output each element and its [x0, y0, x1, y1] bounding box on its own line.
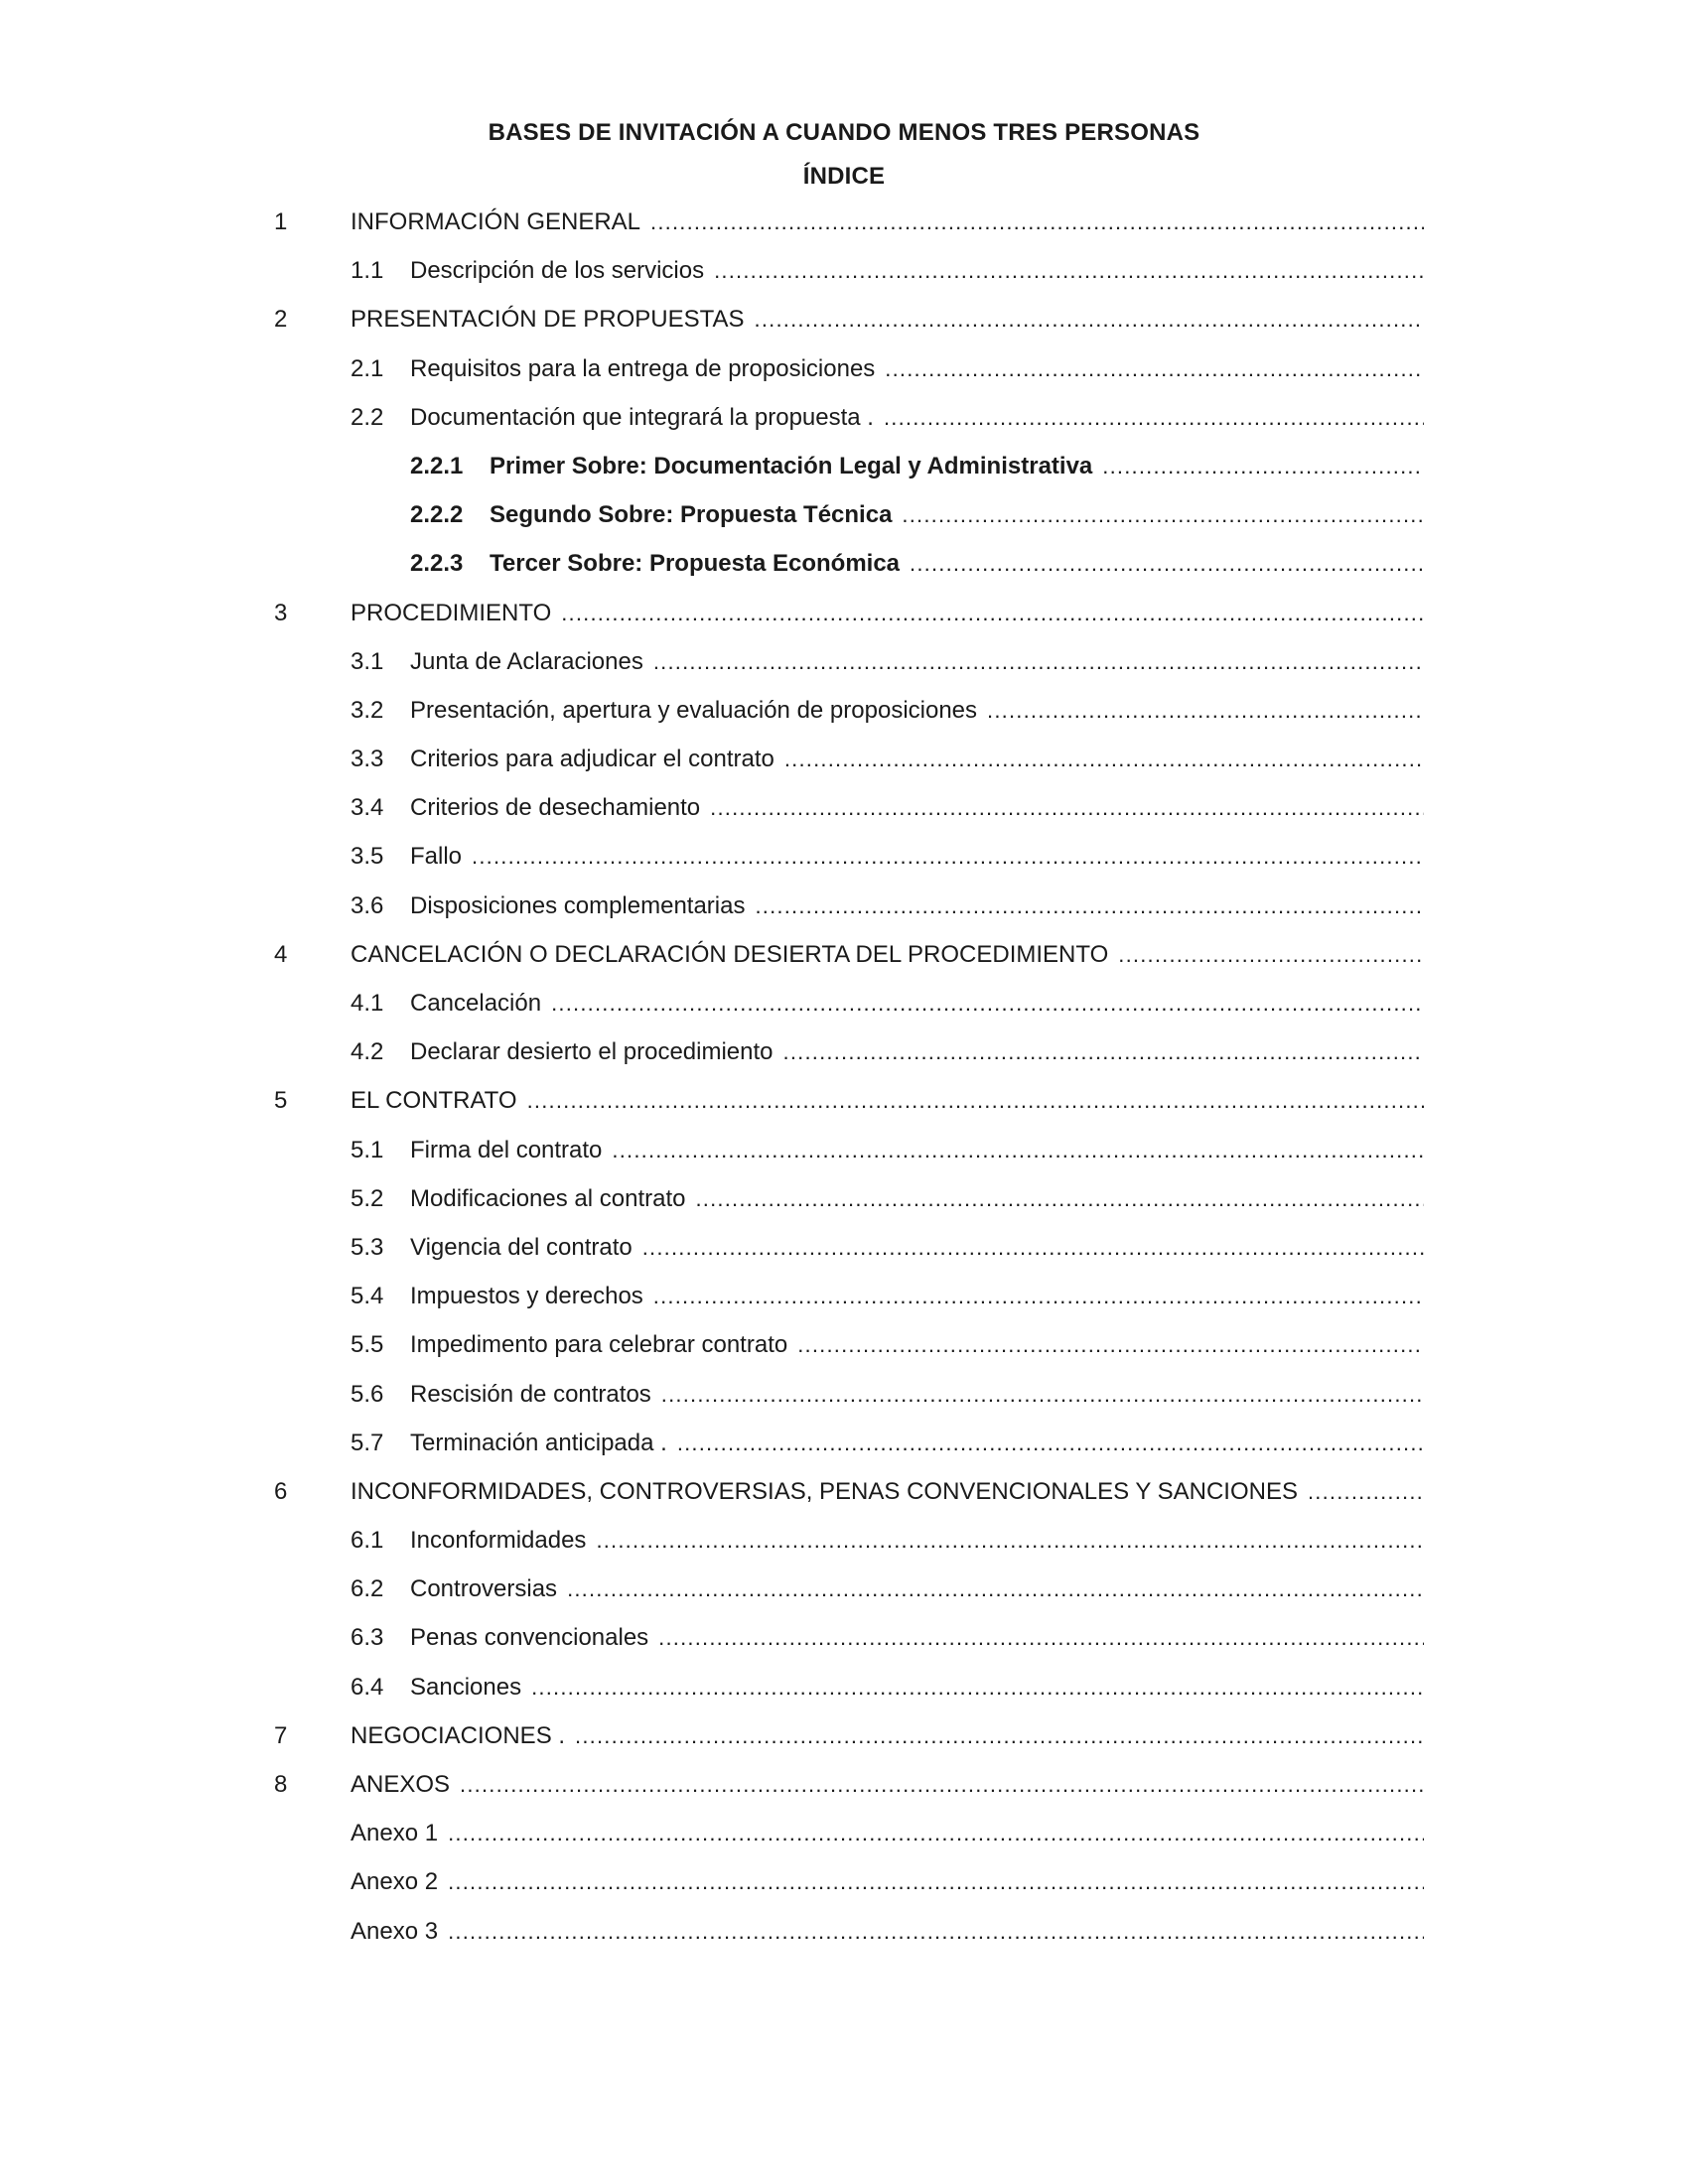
toc-entry[interactable]	[0, 1525, 1688, 1573]
toc-entry[interactable]	[0, 206, 1688, 255]
toc-entry-line	[410, 744, 1424, 775]
toc-entry-label: Anexo 1	[351, 1820, 439, 1847]
toc-dot-leader	[1308, 1476, 1424, 1508]
toc-entry-number: 2.2.2	[410, 501, 464, 529]
toc-dot-leader	[575, 1720, 1424, 1752]
toc-entry[interactable]	[0, 1622, 1688, 1671]
toc-entry-line	[410, 1135, 1424, 1166]
toc-entry[interactable]	[0, 792, 1688, 841]
toc-entry-line	[351, 1720, 1424, 1752]
toc-entry-number: 6	[274, 1477, 288, 1505]
toc-entry[interactable]	[0, 890, 1688, 939]
toc-entry[interactable]	[0, 1476, 1688, 1525]
toc-entry-number: 2.2.1	[410, 452, 464, 479]
toc-dot-leader	[695, 1183, 1424, 1215]
toc-entry-line	[410, 1672, 1424, 1704]
toc-entry[interactable]	[0, 1573, 1688, 1622]
toc-entry-label: Impuestos y derechos	[410, 1283, 643, 1310]
toc-entry-line	[351, 1476, 1424, 1508]
toc-entry[interactable]	[0, 695, 1688, 744]
toc-entry-line	[351, 939, 1424, 971]
toc-entry-line	[410, 841, 1424, 873]
toc-entry-number: 3.6	[351, 891, 384, 919]
toc-entry-line	[410, 402, 1424, 434]
toc-entry-label: Cancelación	[410, 990, 542, 1017]
toc-entry-line	[410, 1281, 1424, 1312]
toc-entry-line	[410, 1379, 1424, 1411]
toc-entry-number: 5.6	[351, 1380, 384, 1408]
toc-dot-leader	[448, 1916, 1424, 1948]
toc-entry-number: 3.3	[351, 746, 384, 773]
toc-entry-line	[410, 1183, 1424, 1215]
toc-entry-label: Disposiciones complementarias	[410, 891, 746, 919]
toc-entry[interactable]	[0, 841, 1688, 889]
toc-entry-label: CANCELACIÓN O DECLARACIÓN DESIERTA DEL PROCEDIMIENTO	[351, 940, 1109, 968]
toc-entry-line	[410, 792, 1424, 824]
toc-entry-line	[490, 499, 1424, 531]
toc-dot-leader	[612, 1135, 1424, 1166]
toc-entry-number: 2.2.3	[410, 550, 464, 578]
toc-entry-label: Criterios de desechamiento	[410, 794, 701, 822]
toc-entry-line	[410, 1428, 1424, 1459]
toc-entry[interactable]	[0, 1916, 1688, 1965]
toc-dot-leader	[551, 988, 1424, 1020]
toc-entry-number: 3.1	[351, 647, 384, 675]
toc-entry-number: 5.7	[351, 1429, 384, 1456]
toc-entry[interactable]	[0, 548, 1688, 597]
toc-entry-label: Presentación, apertura y evaluación de proposiciones	[410, 696, 978, 724]
toc-entry-label: EL CONTRATO	[351, 1087, 517, 1115]
toc-entry-label: PRESENTACIÓN DE PROPUESTAS	[351, 306, 745, 334]
toc-dot-leader	[567, 1573, 1424, 1605]
toc-dot-leader	[714, 255, 1424, 287]
toc-entry-line	[410, 695, 1424, 727]
toc-entry-line	[410, 1329, 1424, 1361]
toc-entry-number: 1	[274, 208, 288, 235]
toc-dot-leader	[460, 1769, 1424, 1801]
toc-entry-number: 5.2	[351, 1184, 384, 1212]
toc-entry[interactable]	[0, 353, 1688, 402]
table-of-contents	[0, 206, 1688, 1965]
toc-entry-label: Criterios para adjudicar el contrato	[410, 746, 774, 773]
toc-entry-line	[410, 890, 1424, 922]
toc-entry[interactable]	[0, 1329, 1688, 1378]
toc-entry[interactable]	[0, 988, 1688, 1036]
toc-entry-label: Rescisión de contratos	[410, 1380, 651, 1408]
toc-entry-label: Firma del contrato	[410, 1136, 603, 1163]
toc-entry-number: 5.1	[351, 1136, 384, 1163]
toc-entry-line	[351, 1818, 1424, 1849]
toc-dot-leader	[661, 1379, 1424, 1411]
toc-dot-leader	[1118, 939, 1424, 971]
toc-entry-number: 5.5	[351, 1331, 384, 1359]
toc-entry[interactable]	[0, 1866, 1688, 1915]
toc-entry[interactable]	[0, 1036, 1688, 1085]
toc-entry-label: Penas convencionales	[410, 1624, 649, 1652]
toc-entry-label: Sanciones	[410, 1673, 522, 1701]
toc-entry-number: 4	[274, 940, 288, 968]
toc-entry-label: PROCEDIMIENTO	[351, 599, 552, 626]
toc-entry-label: INCONFORMIDADES, CONTROVERSIAS, PENAS CONVENCIONALES Y SANCIONES	[351, 1477, 1298, 1505]
toc-dot-leader	[677, 1428, 1424, 1459]
toc-dot-leader	[561, 598, 1424, 629]
toc-dot-leader	[642, 1232, 1424, 1264]
toc-entry-label: Anexo 2	[351, 1868, 439, 1896]
toc-entry-number: 8	[274, 1771, 288, 1798]
toc-entry-label: Modificaciones al contrato	[410, 1184, 686, 1212]
toc-entry[interactable]	[0, 1818, 1688, 1866]
toc-entry[interactable]	[0, 646, 1688, 695]
toc-entry-label: Requisitos para la entrega de proposiciones	[410, 354, 876, 382]
toc-dot-leader	[448, 1866, 1424, 1898]
toc-dot-leader	[653, 646, 1424, 678]
toc-entry[interactable]	[0, 1428, 1688, 1476]
toc-entry-line	[351, 1916, 1424, 1948]
toc-entry-label: Tercer Sobre: Propuesta Económica	[490, 550, 901, 578]
toc-dot-leader	[884, 402, 1424, 434]
toc-entry-label: Anexo 3	[351, 1917, 439, 1945]
toc-entry-line	[410, 353, 1424, 385]
toc-entry-line	[351, 1769, 1424, 1801]
toc-entry-number: 3.4	[351, 794, 384, 822]
toc-entry-label: Terminación anticipada .	[410, 1429, 667, 1456]
toc-entry-line	[490, 451, 1424, 482]
toc-entry[interactable]	[0, 402, 1688, 451]
toc-entry-number: 5.3	[351, 1233, 384, 1261]
toc-entry-line	[351, 304, 1424, 336]
toc-entry-label: Declarar desierto el procedimiento	[410, 1038, 774, 1066]
toc-entry[interactable]	[0, 499, 1688, 548]
toc-entry-label: Documentación que integrará la propuesta .	[410, 403, 874, 431]
toc-entry-number: 4.2	[351, 1038, 384, 1066]
toc-dot-leader	[797, 1329, 1424, 1361]
toc-entry-number: 3	[274, 599, 288, 626]
toc-dot-leader	[885, 353, 1424, 385]
toc-dot-leader	[910, 548, 1424, 580]
toc-entry-line	[351, 206, 1424, 238]
toc-dot-leader	[658, 1622, 1424, 1654]
toc-entry-line	[410, 988, 1424, 1020]
toc-entry-label: Segundo Sobre: Propuesta Técnica	[490, 501, 893, 529]
toc-entry-number: 5	[274, 1087, 288, 1115]
toc-entry-number: 5.4	[351, 1283, 384, 1310]
toc-entry-number: 6.4	[351, 1673, 384, 1701]
toc-dot-leader	[1102, 451, 1424, 482]
toc-dot-leader	[448, 1818, 1424, 1849]
toc-entry-number: 6.1	[351, 1527, 384, 1555]
toc-entry-line	[351, 598, 1424, 629]
toc-entry-line	[410, 255, 1424, 287]
toc-entry-line	[410, 1232, 1424, 1264]
toc-entry-line	[351, 1085, 1424, 1117]
toc-entry-label: INFORMACIÓN GENERAL	[351, 208, 641, 235]
toc-entry[interactable]	[0, 1135, 1688, 1183]
toc-entry-line	[410, 1036, 1424, 1068]
toc-entry-number: 6.2	[351, 1575, 384, 1603]
toc-entry-label: Controversias	[410, 1575, 558, 1603]
toc-entry[interactable]	[0, 255, 1688, 304]
toc-dot-leader	[755, 890, 1424, 922]
toc-entry[interactable]	[0, 304, 1688, 352]
toc-dot-leader	[783, 1036, 1424, 1068]
toc-entry-number: 6.3	[351, 1624, 384, 1652]
toc-dot-leader	[527, 1085, 1424, 1117]
toc-entry-line	[410, 646, 1424, 678]
toc-entry-label: NEGOCIACIONES .	[351, 1721, 566, 1749]
toc-dot-leader	[902, 499, 1424, 531]
toc-dot-leader	[755, 304, 1424, 336]
toc-entry-label: Descripción de los servicios	[410, 257, 705, 285]
toc-dot-leader	[650, 206, 1424, 238]
toc-entry[interactable]	[0, 939, 1688, 988]
toc-dot-leader	[472, 841, 1424, 873]
document-title: BASES DE INVITACIÓN A CUANDO MENOS TRES PERSONAS	[488, 119, 1200, 146]
toc-entry-label: Junta de Aclaraciones	[410, 647, 643, 675]
toc-entry-line	[410, 1573, 1424, 1605]
toc-entry-line	[410, 1622, 1424, 1654]
toc-entry-label: Impedimento para celebrar contrato	[410, 1331, 788, 1359]
toc-entry-label: ANEXOS	[351, 1771, 451, 1798]
toc-entry[interactable]	[0, 451, 1688, 499]
toc-entry-label: Vigencia del contrato	[410, 1233, 633, 1261]
toc-entry-line	[410, 1525, 1424, 1557]
toc-entry-number: 2	[274, 306, 288, 334]
toc-entry[interactable]	[0, 1232, 1688, 1281]
toc-entry[interactable]	[0, 1281, 1688, 1329]
toc-dot-leader	[784, 744, 1424, 775]
toc-entry-number: 2.1	[351, 354, 384, 382]
toc-dot-leader	[531, 1672, 1424, 1704]
toc-entry-label: Fallo	[410, 843, 463, 871]
toc-entry-label: Inconformidades	[410, 1527, 587, 1555]
toc-entry-number: 4.1	[351, 990, 384, 1017]
toc-dot-leader	[653, 1281, 1424, 1312]
toc-entry-line	[490, 548, 1424, 580]
toc-entry-line	[351, 1866, 1424, 1898]
toc-entry-number: 7	[274, 1721, 288, 1749]
toc-entry-number: 2.2	[351, 403, 384, 431]
toc-entry[interactable]	[0, 1379, 1688, 1428]
toc-entry[interactable]	[0, 1769, 1688, 1818]
toc-entry[interactable]	[0, 1085, 1688, 1134]
toc-entry[interactable]	[0, 744, 1688, 792]
toc-entry-label: Primer Sobre: Documentación Legal y Administrativa	[490, 452, 1093, 479]
toc-dot-leader	[710, 792, 1424, 824]
toc-entry[interactable]	[0, 1720, 1688, 1769]
document-subtitle: ÍNDICE	[802, 163, 886, 190]
toc-dot-leader	[987, 695, 1424, 727]
toc-entry[interactable]	[0, 1672, 1688, 1720]
toc-entry-number: 3.5	[351, 843, 384, 871]
toc-entry-number: 1.1	[351, 257, 384, 285]
toc-entry-number: 3.2	[351, 696, 384, 724]
toc-entry[interactable]	[0, 1183, 1688, 1232]
toc-entry[interactable]	[0, 598, 1688, 646]
toc-dot-leader	[596, 1525, 1424, 1557]
